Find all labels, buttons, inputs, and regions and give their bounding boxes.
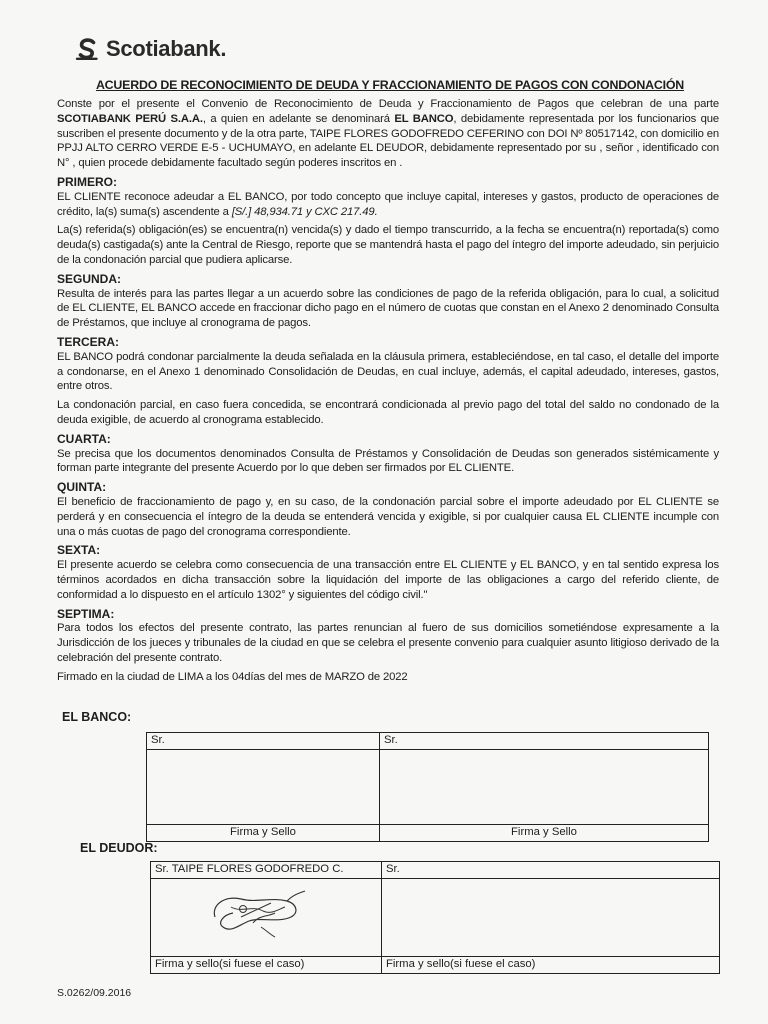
document-title: ACUERDO DE RECONOCIMIENTO DE DEUDA Y FRACCIONAMIENTO DE PAGOS CON CONDONACIÓN <box>95 78 685 92</box>
section-cuarta-p1: Se precisa que los documentos denominados Consulta de Préstamos y Consolidación de Deudas son generados sistémicamente y forman parte integrante del presente Acuerdo por lo que deben ser firmados por EL CLIENTE. <box>57 447 719 475</box>
bank-footer-left: Firma y Sello <box>147 825 380 842</box>
section-heading-primero: PRIMERO: <box>57 174 117 189</box>
debtor-signature-box-right <box>382 879 720 957</box>
section-heading-segunda: SEGUNDA: <box>57 271 122 286</box>
brand-name: Scotiabank. <box>106 36 227 61</box>
section-heading-tercera: TERCERA: <box>57 334 119 349</box>
section-quinta-p1: El beneficio de fraccionamiento de pago y, en su caso, de la condonación parcial sobre el importe adeudado por EL CLIENTE se perderá y en consecuencia el íntegro de la deuda se entenderá vencida y exigible, si por cualquier causa EL CLIENTE incumple con una o más cuotas de pago del cronograma correspondiente. <box>57 495 719 538</box>
debtor-signer-left-header: Sr. TAIPE FLORES GODOFREDO C. <box>151 862 382 879</box>
bank-signature-table <box>146 732 709 842</box>
signed-line: Firmado en la ciudad de LIMA a los 04días del mes de MARZO de 2022 <box>57 670 408 683</box>
bank-signer-right-header: Sr. <box>380 733 709 750</box>
section-heading-cuarta: CUARTA: <box>57 431 111 446</box>
section-tercera-p2: La condonación parcial, en caso fuera concedida, se encontrará condicionada al previo pago del total del saldo no condonado de la deuda exigible, de acuerdo al cronograma establecido. <box>57 399 719 426</box>
document-body <box>57 97 719 688</box>
debtor-signature-label: EL DEUDOR: <box>80 841 158 855</box>
handwritten-signature-icon <box>201 887 311 942</box>
debt-amount: [S/.] 48,934.71 y CXC 217.49. <box>231 205 378 218</box>
section-heading-quinta: QUINTA: <box>57 480 107 495</box>
brand-logo <box>74 36 226 62</box>
section-septima-p1: Para todos los efectos del presente contrato, las partes renuncian al fuero de sus domicilios sometiéndose expresamente a la Jurisdicción de los jueces y tribunales de la ciudad en que se celebra el presente convenio para cualquier asunto litigioso derivado de la celebración del presente contrato. <box>57 622 719 664</box>
debtor-signature-table <box>150 861 720 974</box>
section-heading-septima: SEPTIMA: <box>57 606 115 621</box>
section-heading-sexta: SEXTA: <box>57 543 101 558</box>
bank-signature-box-left <box>147 750 380 825</box>
debtor-footer-left: Firma y sello(si fuese el caso) <box>151 957 382 974</box>
bank-footer-right: Firma y Sello <box>380 825 709 842</box>
section-tercera-p1: EL BANCO podrá condonar parcialmente la deuda señalada en la cláusula primera, estableciéndose, en tal caso, el detalle del importe a condonarse, en el Anexo 1 denominado Consolidación de Deudas, en cual incluye, además, el capital adeudado, intereses, gastos, entre otros. <box>57 350 719 393</box>
debtor-signer-right-header: Sr. <box>382 862 720 879</box>
section-segunda-p1: Resulta de interés para las partes llegar a un acuerdo sobre las condiciones de pago de la referida obligación, para lo cual, a solicitud de EL CLIENTE, EL BANCO accede en fraccionar dicho pago en el número de cuotas que constan en el Anexo 2 denominado Consulta de Préstamos, que incluye al cronograma de pagos. <box>57 287 719 330</box>
debtor-signature-box-left <box>151 879 382 957</box>
debtor-footer-right: Firma y sello(si fuese el caso) <box>382 957 720 974</box>
intro-paragraph: Conste por el presente el Convenio de Reconocimiento de Deuda y Fraccionamiento de Pagos que celebran de una parte SCOTIABANK PERÚ S.A.A., a quien en adelante se denominará EL BANCO, debidamente representada por los funcionarios que suscriben el presente documento y de la otra parte, TAIPE FLORES GODOFREDO CEFERINO con DOI Nº 80517142, con domicilio en PPJJ ALTO CERRO VERDE E-5 - UCHUMAYO, en adelante EL DEUDOR, debidamente representado por su , señor , identificado con N° , quien procede debidamente facultado según poderes inscritos en . <box>57 98 720 170</box>
scotiabank-logo-icon <box>74 36 100 62</box>
bank-signer-left-header: Sr. <box>147 733 380 750</box>
bank-signature-box-right <box>380 750 709 825</box>
form-code: S.0262/09.2016 <box>57 987 132 999</box>
section-primero-p2: La(s) referida(s) obligación(es) se encuentra(n) vencida(s) y dado el tiempo transcurrido, a la fecha se encuentra(n) reportada(s) como deuda(s) castigada(s) ante la Central de Riesgo, reporte que se mantendrá hasta el pago del íntegro del importe adeudado, sin perjuicio de la condonación parcial que pudiera aplicarse. <box>57 224 719 266</box>
section-primero-p1: EL CLIENTE reconoce adeudar a EL BANCO, por todo concepto que incluye capital, intereses y gastos, producto de operaciones de crédito, la(s) suma(s) ascendente a [S/.] 48,934.71 y CXC 217.49. <box>57 190 719 218</box>
bank-signature-label: EL BANCO: <box>62 710 132 724</box>
section-sexta-p1: El presente acuerdo se celebra como consecuencia de una transacción entre EL CLIENTE y EL BANCO, y en tal sentido expresa los términos acordados en dicha transacción sobre la liquidación del importe de las obligaciones a cargo del referido cliente, de conformidad a lo dispuesto en el artículo 1302° y siguientes del código civil." <box>57 559 719 601</box>
